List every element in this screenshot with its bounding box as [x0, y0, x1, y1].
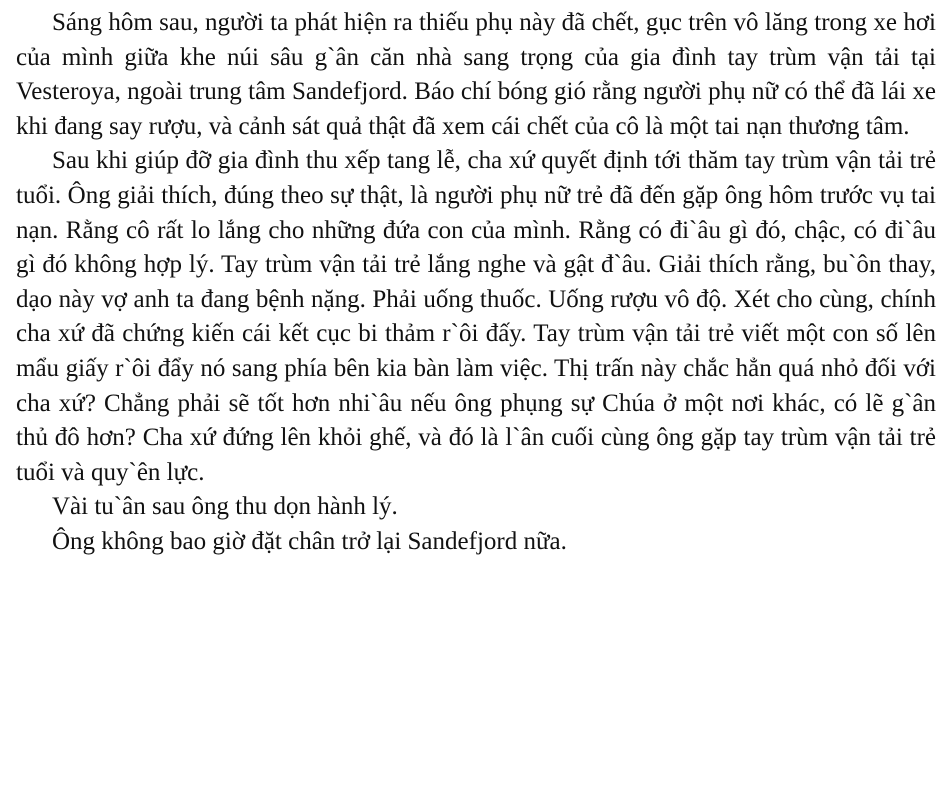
paragraph-discovery: Sáng hôm sau, người ta phát hiện ra thiếu phụ này đã chết, gục trên vô lăng trong xe hơi của mình giữa khe núi sâu g`ân căn nhà sang trọng của gia đình tay trùm vận tải tại Vesteroya, ngoài trung tâm Sandefjord. Báo chí bóng gió rằng người phụ nữ có thể đã lái xe khi đang say rượu, và cảnh sát quả thật đã xem cái chết của cô là một tai nạn thương tâm.	[16, 9, 936, 140]
paragraph-never-returned: Ông không bao giờ đặt chân trở lại Sandefjord nữa.	[52, 527, 567, 555]
paragraph-priest-visit: Sau khi giúp đỡ gia đình thu xếp tang lễ, cha xứ quyết định tới thăm tay trùm vận tải trẻ tuổi. Ông giải thích, đúng theo sự thật, là người phụ nữ trẻ đã đến gặp ông hôm trước vụ tai nạn. Rằng cô rất lo lắng cho những đứa con của mình. Rằng có đi`âu gì đó, chậc, có đi`âu gì đó không hợp lý. Tay trùm vận tải trẻ lắng nghe và gật đ`âu. Giải thích rằng, bu`ôn thay, dạo này vợ anh ta đang bệnh nặng. Phải uống thuốc. Uống rượu vô độ. Xét cho cùng, chính cha xứ đã chứng kiến cái kết cục bi thảm r`ôi đấy. Tay trùm vận tải trẻ viết một con số lên mẩu giấy r`ôi đẩy nó sang phía bên kia bàn làm việc. Thị trấn này chắc hẳn quá nhỏ đối với cha xứ? Chẳng phải sẽ tốt hơn nhi`âu nếu ông phụng sự Chúa ở một nơi khác, có lẽ g`ân thủ đô hơn? Cha xứ đứng lên khỏi ghế, và đó là l`ân cuối cùng ông gặp tay trùm vận tải trẻ tuổi và quy`ên lực.	[16, 147, 936, 486]
paragraph-packing: Vài tu`ân sau ông thu dọn hành lý.	[52, 493, 398, 521]
